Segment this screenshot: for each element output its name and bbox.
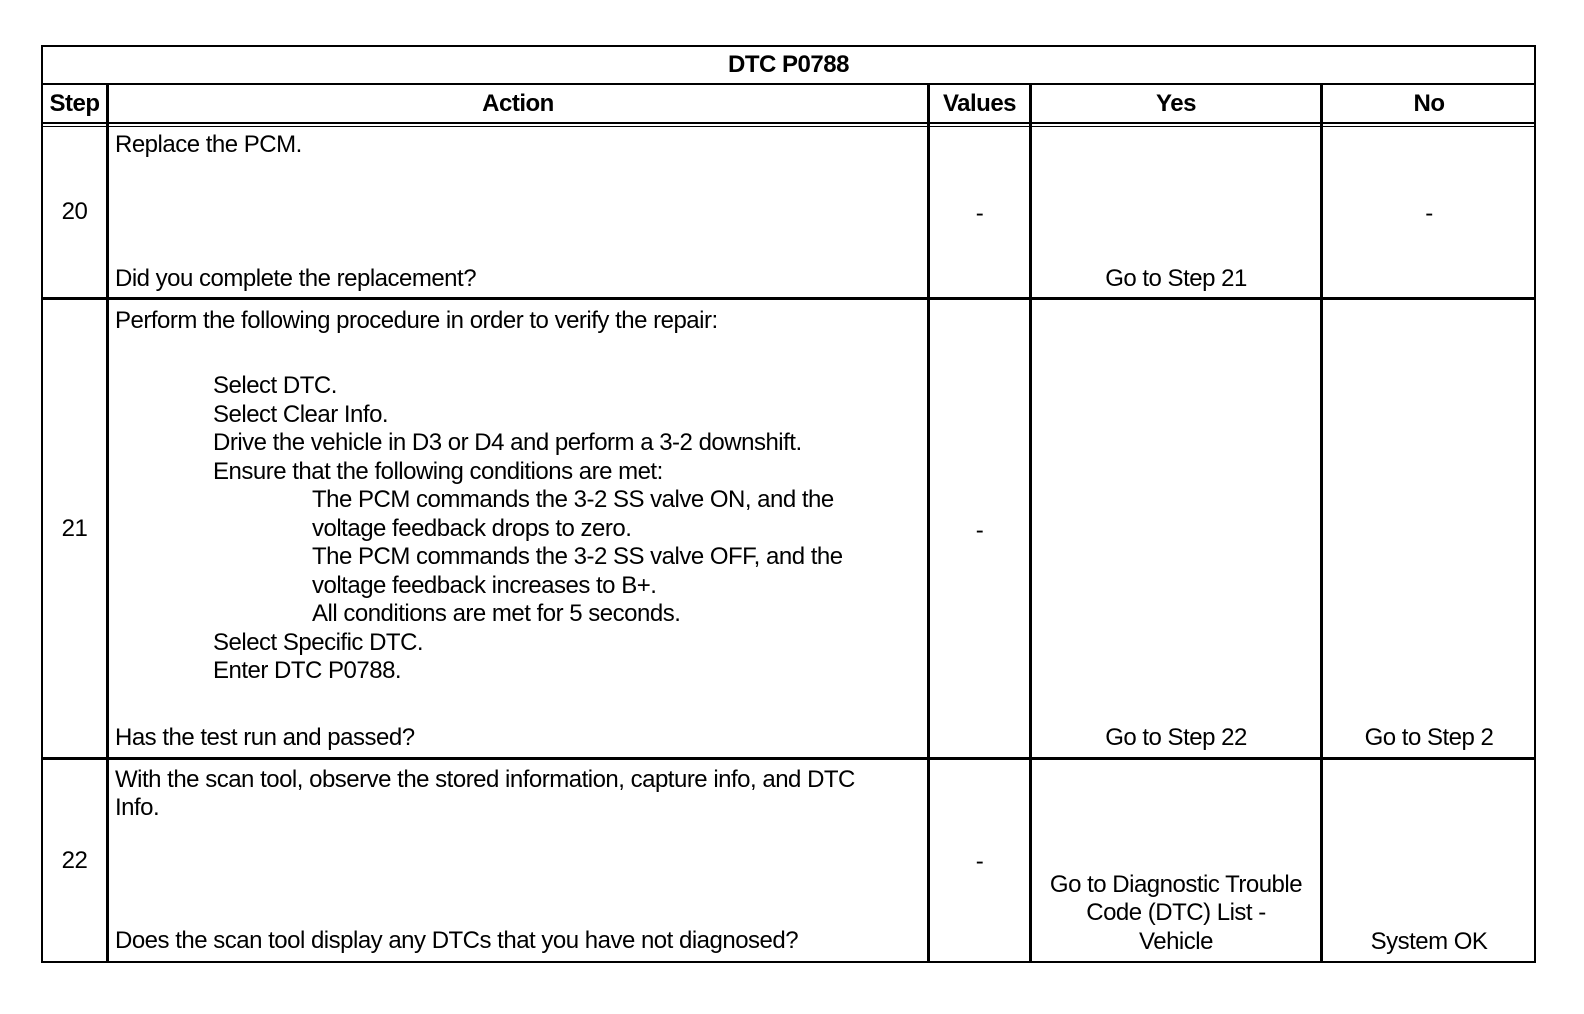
action-text: Replace the PCM. bbox=[115, 131, 302, 158]
procedure-subitem: The PCM commands the 3-2 SS valve OFF, and the bbox=[312, 543, 843, 570]
column-header-no: No bbox=[1413, 90, 1445, 117]
action-question: Does the scan tool display any DTCs that you have not diagnosed? bbox=[115, 927, 799, 954]
procedure-subitem: voltage feedback drops to zero. bbox=[312, 515, 632, 542]
column-header-yes: Yes bbox=[1156, 90, 1196, 117]
table-title: DTC P0788 bbox=[728, 51, 849, 78]
divider bbox=[41, 297, 1536, 300]
values-cell: - bbox=[975, 517, 984, 544]
no-cell: Go to Step 2 bbox=[1364, 724, 1494, 751]
yes-cell: Go to Step 22 bbox=[1105, 724, 1247, 751]
procedure-item: Ensure that the following conditions are met: bbox=[213, 458, 663, 485]
procedure-subitem: All conditions are met for 5 seconds. bbox=[312, 600, 681, 627]
values-cell: - bbox=[975, 848, 984, 875]
yes-cell-line: Go to Diagnostic Trouble bbox=[1049, 871, 1303, 898]
action-text: Perform the following procedure in order to verify the repair: bbox=[115, 307, 718, 334]
procedure-subitem: The PCM commands the 3-2 SS valve ON, and the bbox=[312, 486, 834, 513]
yes-cell-line: Vehicle bbox=[1139, 928, 1213, 955]
column-header-values: Values bbox=[942, 90, 1017, 117]
procedure-subitem: voltage feedback increases to B+. bbox=[312, 572, 657, 599]
action-question: Has the test run and passed? bbox=[115, 724, 415, 751]
divider bbox=[41, 757, 1536, 760]
yes-cell: Go to Step 21 bbox=[1105, 265, 1247, 292]
action-question: Did you complete the replacement? bbox=[115, 265, 477, 292]
divider bbox=[41, 83, 1536, 85]
divider bbox=[1029, 84, 1032, 963]
yes-cell-line: Code (DTC) List - bbox=[1086, 899, 1266, 926]
procedure-item: Drive the vehicle in D3 or D4 and perform a 3-2 downshift. bbox=[213, 429, 802, 456]
action-text: Info. bbox=[115, 794, 160, 821]
step-number: 22 bbox=[61, 847, 88, 874]
procedure-item: Enter DTC P0788. bbox=[213, 657, 402, 684]
step-number: 20 bbox=[61, 198, 88, 225]
divider bbox=[41, 126, 1536, 127]
divider bbox=[41, 122, 1536, 124]
values-cell: - bbox=[975, 200, 984, 227]
no-cell: System OK bbox=[1370, 928, 1488, 955]
divider bbox=[106, 84, 109, 963]
action-text: With the scan tool, observe the stored information, capture info, and DTC bbox=[115, 766, 855, 793]
procedure-item: Select Specific DTC. bbox=[213, 629, 424, 656]
column-header-step: Step bbox=[49, 90, 100, 117]
procedure-item: Select Clear Info. bbox=[213, 401, 389, 428]
step-number: 21 bbox=[61, 515, 88, 542]
no-cell: - bbox=[1425, 200, 1433, 227]
procedure-item: Select DTC. bbox=[213, 372, 337, 399]
column-header-action: Action bbox=[482, 90, 554, 117]
